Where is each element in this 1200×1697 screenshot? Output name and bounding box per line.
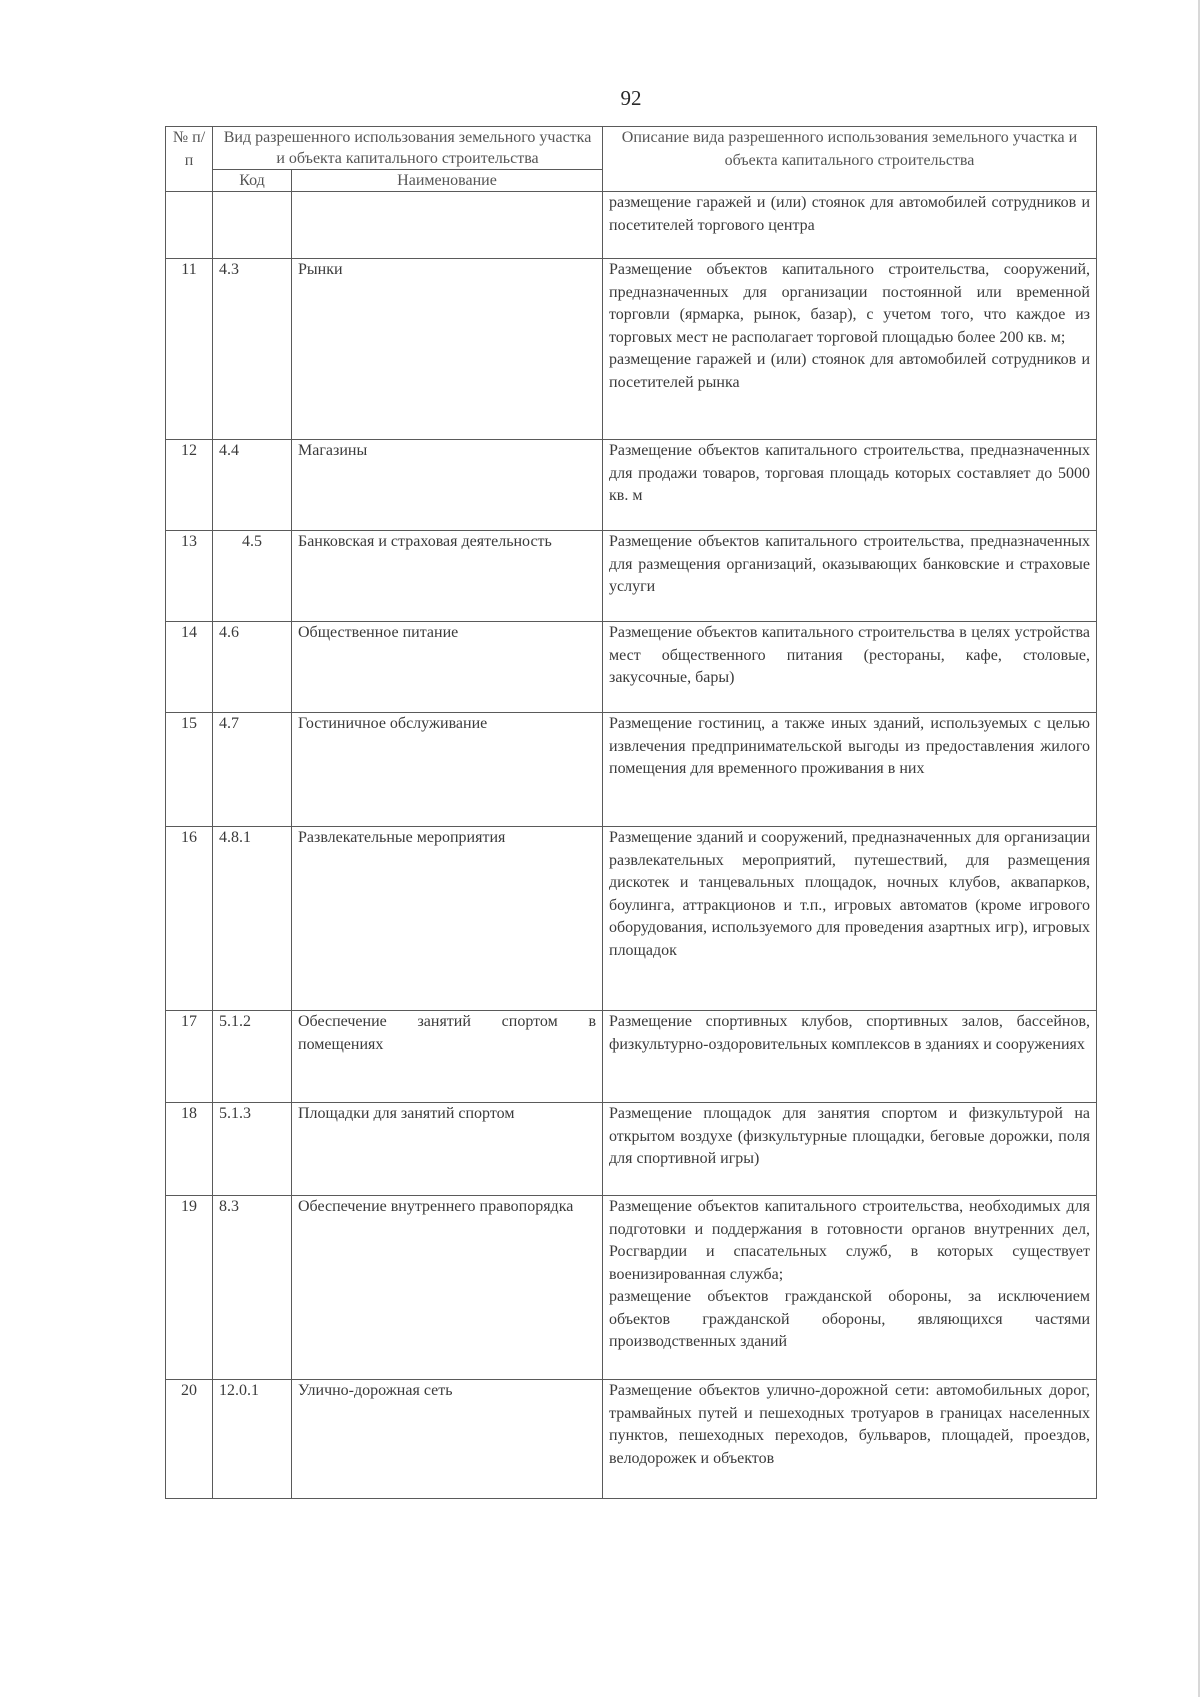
row-number: 15: [166, 713, 213, 827]
row-number: 16: [166, 827, 213, 1011]
row-description: Размещение объектов капитального строительства в целях устройства мест общественного питания (рестораны, кафе, столовые, закусочные, бары): [603, 622, 1097, 713]
row-number: 19: [166, 1196, 213, 1380]
row-number: [166, 192, 213, 259]
header-land-use-type: Вид разрешенного использования земельного участка и объекта капитального строительства: [213, 127, 603, 170]
table-row: [166, 1011, 1097, 1103]
header-description: Описание вида разрешенного использования земельного участка и объекта капитального строительства: [603, 127, 1097, 192]
row-number: 18: [166, 1103, 213, 1196]
row-code: 12.0.1: [213, 1380, 292, 1499]
table-row: [166, 192, 1097, 259]
row-number: 13: [166, 531, 213, 622]
row-name: Банковская и страховая деятельность: [292, 531, 603, 622]
table-row: [166, 1380, 1097, 1499]
row-description: Размещение объектов капитального строительства, предназначенных для продажи товаров, торговая площадь которых составляет до 5000 кв. м: [603, 440, 1097, 531]
land-use-table: [165, 126, 1097, 1499]
row-name: Гостиничное обслуживание: [292, 713, 603, 827]
row-number: 17: [166, 1011, 213, 1103]
row-description: Размещение зданий и сооружений, предназначенных для организации развлекательных мероприятий, путешествий, для размещения дискотек и танцевальных площадок, ночных клубов, аквапарков, боулинга, аттракционов и т.п., игровых автоматов (кроме игрового оборудования, используемого для проведения азартных игр), игровых площадок: [603, 827, 1097, 1011]
row-name: Рынки: [292, 259, 603, 440]
row-number: 12: [166, 440, 213, 531]
row-code: 5.1.2: [213, 1011, 292, 1103]
row-name: Улично-дорожная сеть: [292, 1380, 603, 1499]
table-header-row: [166, 127, 1097, 170]
row-code: 4.5: [213, 531, 292, 622]
table-row: [166, 440, 1097, 531]
row-code: 4.3: [213, 259, 292, 440]
row-code: 4.8.1: [213, 827, 292, 1011]
header-name: Наименование: [292, 170, 603, 192]
row-description: Размещение объектов капитального строительства, необходимых для подготовки и поддержания в готовности органов внутренних дел, Росгвардии и спасательных служб, в которых существует военизированная служба; размещение объектов гражданской обороны, за исключением объектов гражданской обороны, являющихся частями производственных зданий: [603, 1196, 1097, 1380]
row-description: Размещение объектов капитального строительства, предназначенных для размещения организаций, оказывающих банковские и страховые услуги: [603, 531, 1097, 622]
table-row: [166, 531, 1097, 622]
row-code: 4.4: [213, 440, 292, 531]
row-name: [292, 192, 603, 259]
row-description: Размещение площадок для занятия спортом и физкультурой на открытом воздухе (физкультурные площадки, беговые дорожки, поля для спортивной игры): [603, 1103, 1097, 1196]
row-name: Развлекательные мероприятия: [292, 827, 603, 1011]
row-name: Общественное питание: [292, 622, 603, 713]
table-row: [166, 1103, 1097, 1196]
row-number: 20: [166, 1380, 213, 1499]
row-code: 5.1.3: [213, 1103, 292, 1196]
row-name: Площадки для занятий спортом: [292, 1103, 603, 1196]
row-code: 4.7: [213, 713, 292, 827]
table-row: [166, 713, 1097, 827]
header-code: Код: [213, 170, 292, 192]
row-description: Размещение объектов капитального строительства, сооружений, предназначенных для организации постоянной или временной торговли (ярмарка, рынок, базар), с учетом того, что каждое из торговых мест не располагает торговой площадью более 200 кв. м; размещение гаражей и (или) стоянок для автомобилей сотрудников и посетителей рынка: [603, 259, 1097, 440]
row-code: 8.3: [213, 1196, 292, 1380]
row-code: [213, 192, 292, 259]
table-row: [166, 259, 1097, 440]
row-number: 14: [166, 622, 213, 713]
header-number: № п/п: [166, 127, 213, 192]
row-name: Обеспечение внутреннего правопорядка: [292, 1196, 603, 1380]
row-name: Обеспечение занятий спортом в помещениях: [292, 1011, 603, 1103]
page-number: 92: [620, 86, 642, 110]
table-row: [166, 827, 1097, 1011]
row-code: 4.6: [213, 622, 292, 713]
row-description: Размещение объектов улично-дорожной сети: автомобильных дорог, трамвайных путей и пешеходных тротуаров в границах населенных пунктов, пешеходных переходов, бульваров, площадей, проездов, велодорожек и объектов: [603, 1380, 1097, 1499]
row-description: размещение гаражей и (или) стоянок для автомобилей сотрудников и посетителей торгового центра: [603, 192, 1097, 259]
row-number: 11: [166, 259, 213, 440]
row-name: Магазины: [292, 440, 603, 531]
table-row: [166, 1196, 1097, 1380]
row-description: Размещение спортивных клубов, спортивных залов, бассейнов, физкультурно-оздоровительных комплексов в зданиях и сооружениях: [603, 1011, 1097, 1103]
row-description: Размещение гостиниц, а также иных зданий, используемых с целью извлечения предпринимательской выгоды из предоставления жилого помещения для временного проживания в них: [603, 713, 1097, 827]
table-row: [166, 622, 1097, 713]
